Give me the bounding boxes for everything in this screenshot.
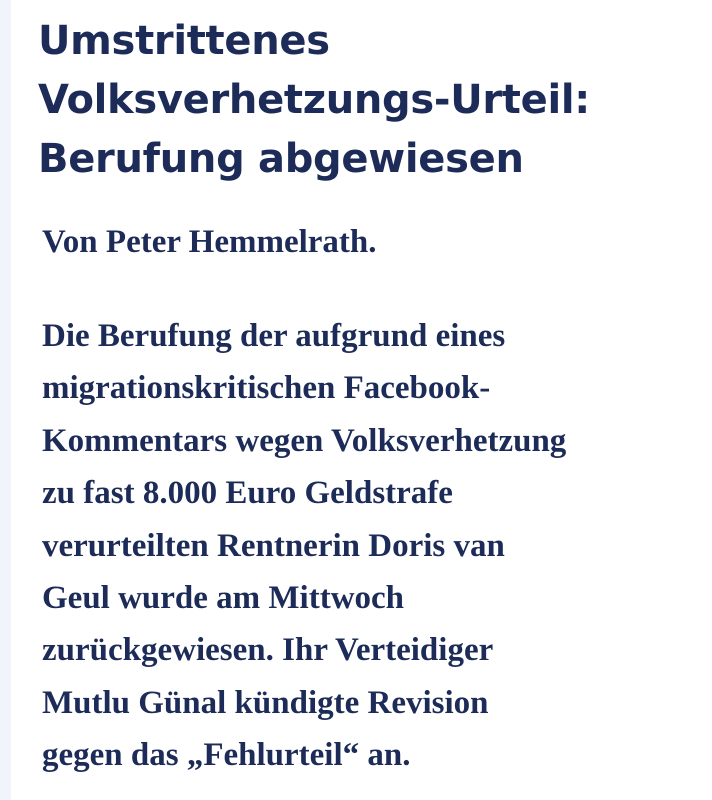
lead-line: Die Berufung der aufgrund eines: [42, 318, 506, 354]
lead-line: zu fast 8.000 Euro Geldstrafe: [42, 475, 453, 512]
lead-line: Kommentars wegen Volksverhetzung: [42, 422, 567, 459]
headline-line: Volksverhetzungs-Urteil:: [38, 77, 590, 123]
article-headline: [38, 12, 698, 189]
article-lead: [42, 310, 692, 782]
article-author: Von Peter Hemmelrath.: [42, 224, 377, 260]
lead-line: Mutlu Günal kündigte Revision: [42, 684, 489, 721]
left-edge-strip: [0, 0, 11, 800]
lead-line: verurteilten Rentnerin Doris van: [42, 527, 505, 564]
lead-line: zurückgewiesen. Ihr Verteidiger: [42, 632, 494, 669]
headline-line: Umstrittenes: [38, 18, 330, 64]
lead-line: Geul wurde am Mittwoch: [42, 580, 405, 617]
lead-line: gegen das „Fehlurteil“ an.: [42, 737, 411, 774]
headline-line: Berufung abgewiesen: [38, 136, 524, 182]
lead-line: migrationskritischen Facebook-: [42, 370, 491, 407]
